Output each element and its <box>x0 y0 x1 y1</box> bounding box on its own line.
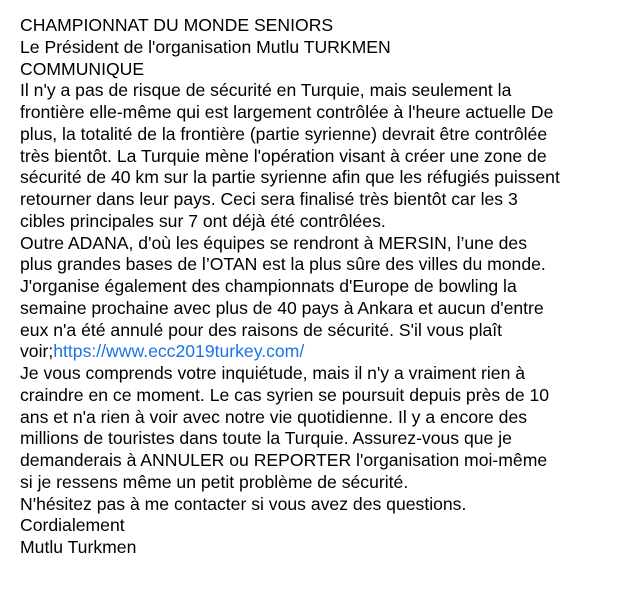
link-line <box>20 341 620 363</box>
text-line: plus grandes bases de l’OTAN est la plus sûre des villes du monde. <box>20 254 546 275</box>
document-title: CHAMPIONNAT DU MONDE SENIORS <box>20 15 334 35</box>
closing <box>20 494 620 559</box>
document-subtitle: Le Président de l'organisation Mutlu TURKMEN <box>20 36 391 57</box>
text-line: J'organise également des championnats d'Europe de bowling la <box>20 276 517 296</box>
text-line: semaine prochaine avec plus de 40 pays à Ankara et aucun d'entre <box>20 297 544 318</box>
signature: Mutlu Turkmen <box>20 537 137 557</box>
document <box>20 15 620 559</box>
text-line: sécurité de 40 km sur la partie syrienne afin que les réfugiés puissent <box>20 167 560 188</box>
text-line: si je ressens même un petit problème de sécurité. <box>20 471 409 492</box>
paragraph-adana <box>20 233 620 364</box>
link-prefix: voir; <box>20 341 54 362</box>
paragraph-security <box>20 80 620 232</box>
document-label: COMMUNIQUE <box>20 58 145 79</box>
text-line: Il n'y a pas de risque de sécurité en Turquie, mais seulement la <box>20 80 512 101</box>
text-line: retourner dans leur pays. Ceci sera finalisé très bientôt car les 3 <box>20 189 518 209</box>
text-line: plus, la totalité de la frontière (partie syrienne) devrait être contrôlée <box>20 123 548 144</box>
contact-line: N'hésitez pas à me contacter si vous avez des questions. <box>20 493 467 514</box>
text-line: millions de touristes dans toute la Turquie. Assurez-vous que je <box>20 428 512 449</box>
text-line: craindre en ce moment. Le cas syrien se poursuit depuis près de 10 <box>20 384 550 405</box>
text-line: ans et n'a rien à voir avec notre vie quotidienne. Il y a encore des <box>20 406 528 427</box>
text-line: Outre ADANA, d'où les équipes se rendront à MERSIN, l’une des <box>20 232 527 253</box>
paragraph-reassurance <box>20 363 620 494</box>
salutation: Cordialement <box>20 515 125 536</box>
text-line: cibles principales sur 7 ont déjà été contrôlées. <box>20 210 386 231</box>
text-line: eux n'a été annulé pour des raisons de sécurité. S'il vous plaît <box>20 319 503 340</box>
document-header <box>20 15 620 80</box>
text-line: très bientôt. La Turquie mène l'opération visant à créer une zone de <box>20 145 547 166</box>
ecc2019-link[interactable]: https://www.ecc2019turkey.com/ <box>53 341 305 362</box>
text-line: frontière elle-même qui est largement contrôlée à l'heure actuelle De <box>20 102 554 122</box>
text-line: Je vous comprends votre inquiétude, mais il n'y a vraiment rien à <box>20 363 526 383</box>
text-line: demanderais à ANNULER ou REPORTER l'organisation moi-même <box>20 450 548 470</box>
